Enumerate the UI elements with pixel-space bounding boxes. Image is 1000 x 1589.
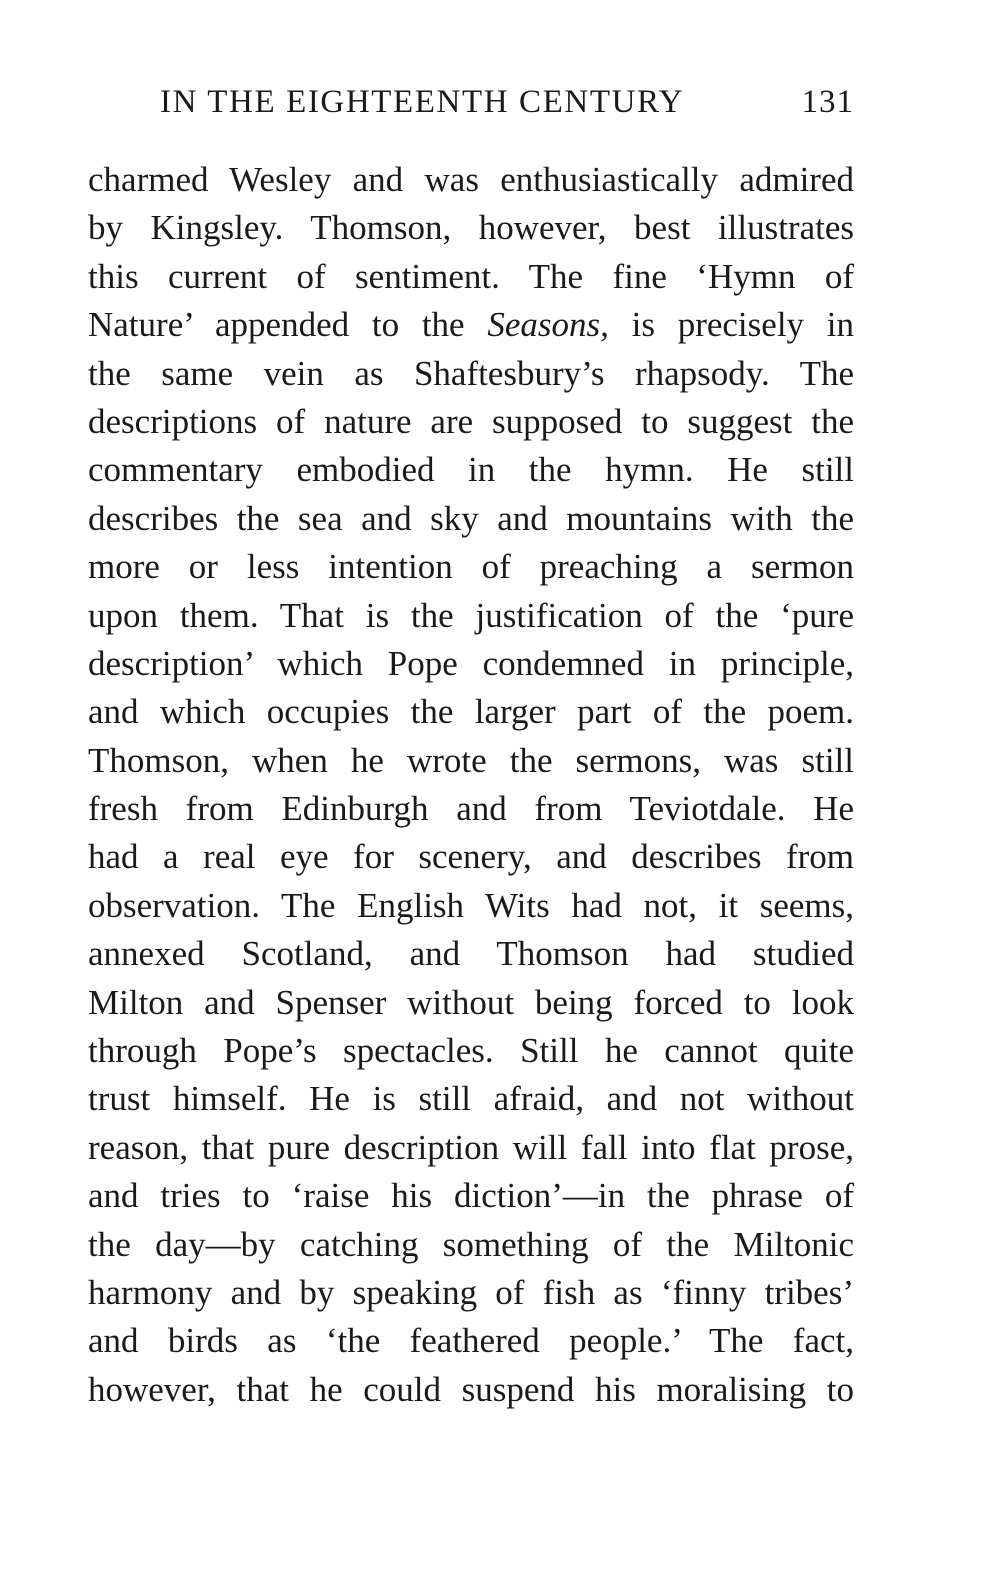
- text-line: commentary embodied in the hymn. He still: [88, 450, 854, 490]
- text-line: observation. The English Wits had not, it seems,: [88, 885, 854, 925]
- text-line: upon them. That is the justification of the ‘pure: [88, 595, 854, 635]
- text-line: harmony and by speaking of fish as ‘finny tribes’: [88, 1272, 854, 1312]
- text-line: the same vein as Shaftesbury’s rhapsody. The: [88, 353, 854, 393]
- text-line-end: is precisely in: [631, 305, 855, 345]
- page-number: 131: [801, 84, 854, 120]
- text-line-start: Nature’ appended to the: [88, 305, 465, 345]
- running-title: IN THE EIGHTEENTH CENTURY: [160, 84, 685, 120]
- text-line: description’ which Pope condemned in principle,: [88, 643, 854, 683]
- text-line: and tries to ‘raise his diction’—in the phrase of: [88, 1176, 854, 1216]
- text-line: and birds as ‘the feathered people.’ The fact,: [88, 1321, 854, 1361]
- text-line: reason, that pure description will fall into flat prose,: [88, 1127, 854, 1167]
- text-line: descriptions of nature are supposed to suggest the: [88, 401, 854, 441]
- text-line: fresh from Edinburgh and from Teviotdale. He: [88, 789, 854, 829]
- text-line: Thomson, when he wrote the sermons, was still: [88, 740, 854, 780]
- text-line: however, that he could suspend his moralising to: [88, 1369, 854, 1409]
- book-title-seasons: Seasons,: [487, 305, 609, 345]
- text-line-with-italic: [88, 301, 854, 349]
- text-line: describes the sea and sky and mountains with the: [88, 498, 854, 538]
- text-line: the day—by catching something of the Miltonic: [88, 1224, 854, 1264]
- text-line: annexed Scotland, and Thomson had studied: [88, 934, 854, 974]
- text-line: trust himself. He is still afraid, and not without: [88, 1079, 854, 1119]
- text-line: and which occupies the larger part of the poem.: [88, 692, 854, 732]
- text-line: by Kingsley. Thomson, however, best illustrates: [88, 208, 854, 248]
- text-line: more or less intention of preaching a sermon: [88, 547, 854, 587]
- text-line: this current of sentiment. The fine ‘Hymn of: [88, 256, 854, 296]
- running-head: [160, 84, 854, 136]
- text-line: charmed Wesley and was enthusiastically admired: [88, 160, 854, 199]
- body-text: [88, 156, 854, 1414]
- text-line: Milton and Spenser without being forced to look: [88, 982, 854, 1022]
- text-line: had a real eye for scenery, and describes from: [88, 837, 854, 877]
- text-line: through Pope’s spectacles. Still he cannot quite: [88, 1031, 854, 1071]
